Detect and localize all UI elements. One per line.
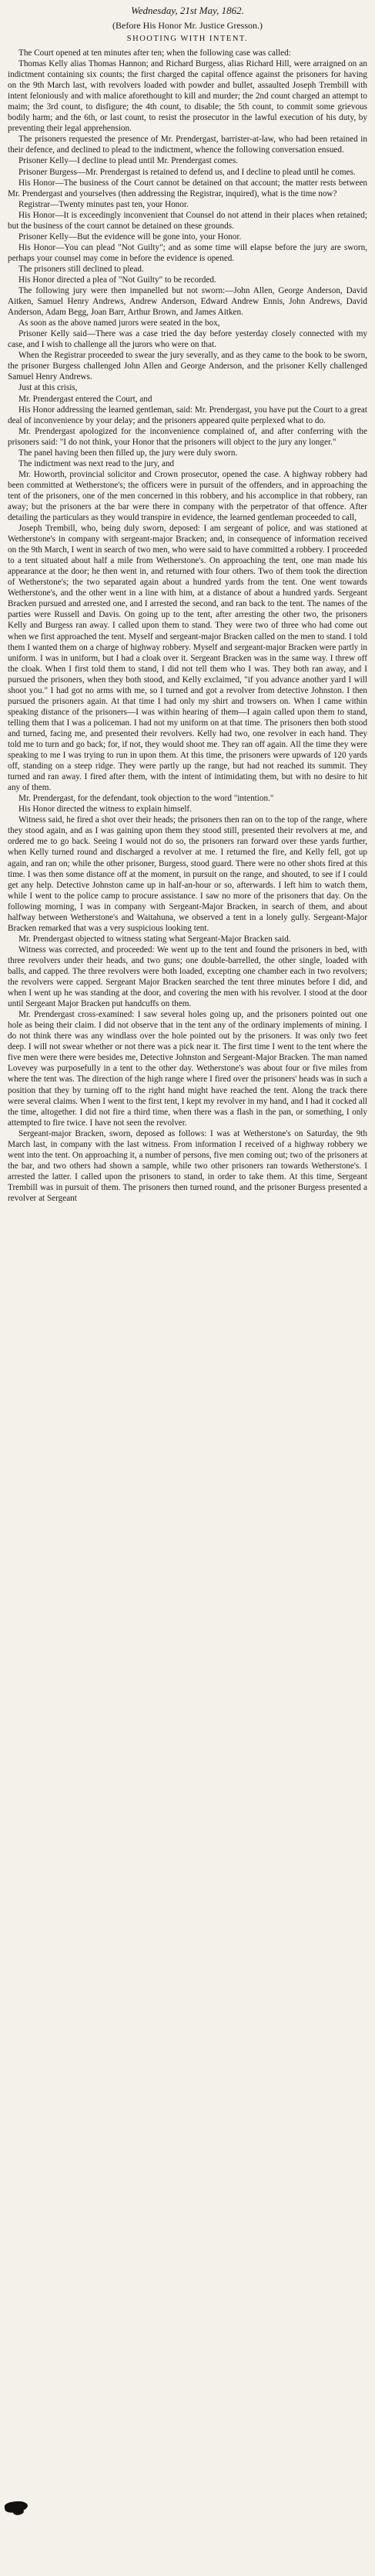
dateline: Wednesday, 21st May, 1862. (131, 5, 244, 16)
paragraph: Mr. Prendergast objected to witness stating what Sergeant-Major Bracken said. (18, 934, 291, 944)
paragraph: Just at this crisis, (18, 383, 78, 393)
paragraph: Witness was corrected, and proceeded: We went up to the tent and found the prisoners in bed, with three revolvers under their heads, and two guns; one double-barrelled, the other single, loaded with balls, and capped. The three revolvers were both loaded, excepting one chamber each in two revolvers; the revolvers were capped. Sergeant Major Bracken searched the tent three minutes before I did, and when I went up he was standing at the door, and covering the men with his revolver. I stood at the door until Sergeant Major Bracken put handcuffs on them. (8, 945, 367, 1009)
paragraph: Mr. Prendergast cross-examined: I saw several holes going up, and the prisoners pointed out one hole as being their claim. I did not observe that in the tent any of the ordinary implements of mining. I do not think there was any windlass over the hole pointed out by the prisoners. It was only two feet deep. I will not swear whether or not there was a pick near it. The first time I went to the tent where the five men were there were besides me, Detective Johnston and Sergeant-Major Bracken. The man named Lovevey was purposefully in a tent to the other day. Wetherstone's was about four or five miles from where the tent was. The direction of the high range where I fired over the prisoners' heads was in such a position that they by turning off to the right hand might have reached the tent. Along the track there were several claims. When I went to the first tent, I kept my revolver in my hand, and I had it cocked all the time, altogether. I did not fire a third time, when there was a flash in the pan, or something, I only attempted to fire twice. I have not seen the revolver. (8, 1010, 367, 1128)
paragraph: His Honor—You can plead "Not Guilty"; and as some time will elapse before the jury are sworn, perhaps your counsel may come in before the evidence is opened. (8, 242, 367, 263)
paragraph: The panel having been then filled up, the jury were duly sworn. (18, 448, 238, 458)
paragraph: Prisoner Burgess—Mr. Prendergast is retained to defend us, and I decline to plead until he comes. (18, 167, 356, 177)
paragraph: Mr. Prendergast apologized for the inconvenience complained of, and after conferring with the prisoners said: "I do not think, your Honor that the prisoners will object to the jury any longer." (8, 426, 367, 447)
paragraph: His Honor—It is exceedingly inconvenient that Counsel do not attend in their places when retained; but the business of the court cannot be detained on these grounds. (8, 210, 367, 231)
article-body (8, 48, 367, 1128)
paragraph: As soon as the above named jurors were seated in the box, (18, 318, 220, 328)
paragraph: Mr. Howorth, provincial solicitor and Crown prosecutor, opened the case. A highway robbery had been committed at Wetherstone's; the officers were in pursuit of the offenders, and in approaching the tent of the prisoners, one of the men concerned in this robbery, and his accomplice in that robbery, ran away; but the prisoners at the bar were there in company with the perpetrator of that offence. After detailing the particulars as they would transpire in evidence, the learned gentleman proceeded to call, (8, 469, 367, 523)
ink-blot (4, 2500, 28, 2514)
paragraph: When the Registrar proceeded to swear the jury severally, and as they came to the book to be sworn, the prisoner Burgess challenged John Allen and George Anderson, and the prisoner Kelly challenged Samuel Henry Andrews. (8, 351, 367, 382)
paragraph: His Honor directed the witness to explain himself. (18, 805, 192, 815)
paragraph: His Honor—The business of the Court cannot be detained on that account; the matter rests between Mr. Prendergast and yourselves (then addressing the Registrar, inquired), what is the time now? (8, 178, 367, 198)
paragraph: Thomas Kelly alias Thomas Hannon; and Richard Burgess, alias Richard Hill, were arraigned on an indictment containing six counts; the first charged the capital offence against the prisoners for having on the 9th March last, with revolvers loaded with powder and bullet, assaulted Joseph Trembill with intent feloniously and with malice aforethought to kill and murder; the 2nd count charged an attempt to maim; the 3rd count, to disfigure; the 4th count, to disable; the 5th count, to commit some grievous bodily harm; and the 6th, or last count, to resist the prosecutor in the lawful execution of his duty, by preventing their legal apprehension. (8, 59, 367, 134)
paragraph: Joseph Trembill, who, being duly sworn, deposed: I am sergeant of police, and was stationed at Wetherstone's in company with sergeant-major Bracken; and, in consequence of information received on the 9th March, I went in search of two men, who were said to have committed a robbery. I proceeded to a tent situated about half a mile from Wetherstone's. On approaching the tent, one man made his appearance at the door; he then went in, and returned with four others. Two of them took the direction of Wetherstone's; the two separated again about a hundred yards from the tent. One went towards Wetherstone's, and the other went in a line with him, at a distance of about a hundred yards. Sergeant Bracken pursued and arrested one, and I arrested the second, and ran back to the tent. The names of the parties were Russell and Davis. On going up to the tent, after arresting the other two, the prisoners Kelly and Burgess ran away. I called upon them to stand. They were two of three who had come out when we first approached the tent. Myself and sergeant-major Bracken called on the men to stand. I told them I wanted them on a charge of highway robbery. Myself and sergeant-major Bracken were partly in uniform. I was in uniform, but I had a cloak over it. Sergeant Bracken was in the same way. I threw off the cloak. When I first told them to stand, I did not tell them who I was. They both ran away, and I pursued the prisoners, when they both stood, and Kelly exclaimed, "if you advance another yard I will shoot you." I had got no arms with me, so I turned and got a revolver from detective Johnston. I then pursued the prisoners again. At that time I had only my shirt and trowsers on. When I came within speaking distance of the prisoners—I was within hearing of them—I again called upon them to stand, telling them that I was a policeman. I had not my uniform on at that time. The prisoners then both stood and turned, facing me, and presented their revolvers. Kelly had two, one revolver in each hand. They told me to turn and go back; for, if not, they would shoot me. They ran off again. All the time they were speaking to me I was trying to run in upon them. At this time, the prisoners were upwards of 120 yards off, standing on a steep ridge. They were partly up the range, but had not reached its summit. They turned and ran away. I fired after them, with the intent of intimidating them, but with no desire to hit any of them. (8, 524, 367, 793)
paragraph: The prisoners requested the presence of Mr. Prendergast, barrister-at-law, who had been retained in their defence, and declined to plead to the indictment, whence the following conversation ensued. (8, 135, 367, 155)
paragraph: Witness said, he fired a shot over their heads; the prisoners then ran on to the top of the range, where they stood again, and as I was gaining upon them they stood still, presented their revolvers at me, and ordered me to go back. Seeing I would not do so, the prisoners ran forward over these yards further, when Kelly turned round and discharged a revolver at me. I returned the fire, and Kelly fell, got up again, and ran on; while the other prisoner, Burgess, stood guard. There were no other shots fired at this time. I was then some distance off at the moment, in pursuit on the range, and shouted, to see if I could get any help. Detective Johnston came up in half-an-hour or so, afterwards. I left him to watch them, while I went to the police camp to procure assistance. I saw no more of the prisoners that day. On the following morning, I was in company with Sergeant-Major Bracken, in search of them, and about halfway between Wetherstone's and Waitahuna, we observed a tent in a lonely gully. Sergeant-Major Bracken remarked that was a very suspicious looking tent. (8, 815, 367, 933)
paragraph: The following jury were then impanelled but not sworn:—John Allen, George Anderson, David Aitken, Samuel Henry Andrews, Andrew Anderson, Edward Andrew Ennis, John Andrews, David Anderson, Adam Begg, Joan Barr, Arthur Brown, and James Aitken. (8, 286, 367, 318)
paragraph: Prisoner Kelly—I decline to plead until Mr. Prendergast comes. (18, 156, 239, 166)
paragraph: Prisoner Kelly—But the evidence will be gone into, your Honor. (18, 232, 242, 242)
paragraph: The Court opened at ten minutes after ten; when the following case was called: (18, 48, 291, 58)
paragraph: The prisoners still declined to plead. (18, 264, 144, 274)
paragraph: Mr. Prendergast, for the defendant, took objection to the word "intention." (18, 794, 274, 804)
section-title: SHOOTING WITH INTENT. (126, 35, 249, 43)
paragraph: Prisoner Kelly said—There was a case tried the day before yesterday closely connected with my case, and I wish to challenge all the jurors who were on that. (8, 329, 367, 350)
paragraph: The indictment was next read to the jury, and (18, 458, 175, 468)
court-line: (Before His Honor Mr. Justice Gresson.) (112, 20, 263, 31)
article-body-continued (8, 1128, 367, 1204)
paragraph: Mr. Prendergast entered the Court, and (18, 394, 152, 404)
paragraph: His Honor directed a plea of "Not Guilty" to be recorded. (18, 275, 216, 285)
paragraph: Registrar—Twenty minutes past ten, your Honor. (18, 199, 189, 209)
paragraph: Sergeant-major Bracken, sworn, deposed as follows: I was at Wetherstone's on Saturday, the 9th March last, in company with the last witness. From information I received of a highway robbery we went into the tent. On approaching it, a number of persons, five men coming out; two of the prisoners at the bar, and two others had shown a sample, while two other prisoners ran towards Wetherstone's. I arrested the latter. I called upon the prisoners to stand, in order to take them. At this time, Sergeant Trembill was in pursuit of them. The prisoners then turned round, and the prisoner Burgess presented a revolver at Sergeant (8, 1128, 367, 1203)
paragraph: His Honor addressing the learned gentleman, said: Mr. Prendergast, you have put the Court to a great deal of inconvenience by your delay; and the prisoners appeared quite perplexed what to do. (8, 405, 367, 425)
